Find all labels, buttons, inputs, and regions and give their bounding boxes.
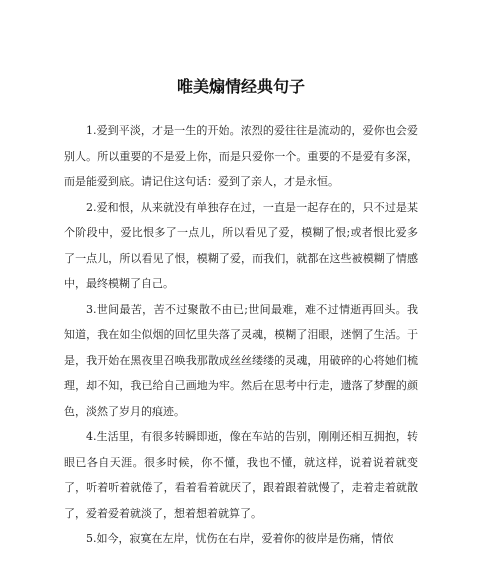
paragraph-3: 3.世间最苦，苦不过聚散不由已;世间最难，难不过情逝再回头。我知道，我在如尘似烟的回忆里失落了灵魂，模糊了泪眼，迷惘了生活。于是，我开始在黑夜里召唤我那散成丝丝缕缕的灵魂，用破碎的心将她们梳理，却不知，我已给自己画地为牢。然后在思考中行走，遗落了梦醒的颜色，淡然了岁月的痕迹。 (64, 302, 418, 418)
paragraph-2: 2.爱和恨，从来就没有单独存在过，一直是一起存在的，只不过是某个阶段中，爱比恨多了一点儿，所以看见了爱，模糊了恨;或者恨比爱多了一点儿，所以看见了恨，模糊了爱，而我们，就都在这些被模糊了情感中，最终模糊了自己。 (64, 200, 418, 290)
document-body (64, 118, 418, 552)
paragraph-4: 4.生活里，有很多转瞬即逝，像在车站的告别，刚刚还相互拥抱，转眼已各自天涯。很多时候，你不懂，我也不懂，就这样，说着说着就变了，听着听着就倦了，看着看着就厌了，跟着跟着就慢了，走着走着就散了，爱着爱着就淡了，想着想着就算了。 (64, 430, 418, 520)
paragraph-5: 5.如今，寂寞在左岸，忧伤在右岸，爱着你的彼岸是伤痛，情依 (86, 532, 394, 545)
document-title: 唯美煽情经典句子 (176, 77, 305, 96)
paragraph-1: 1.爱到平淡，才是一生的开始。浓烈的爱往往是流动的，爱你也会爱别人。所以重要的不是爱上你，而是只爱你一个。重要的不是爱有多深，而是能爱到底。请记住这句话：爱到了亲人，才是永恒。 (64, 124, 418, 188)
